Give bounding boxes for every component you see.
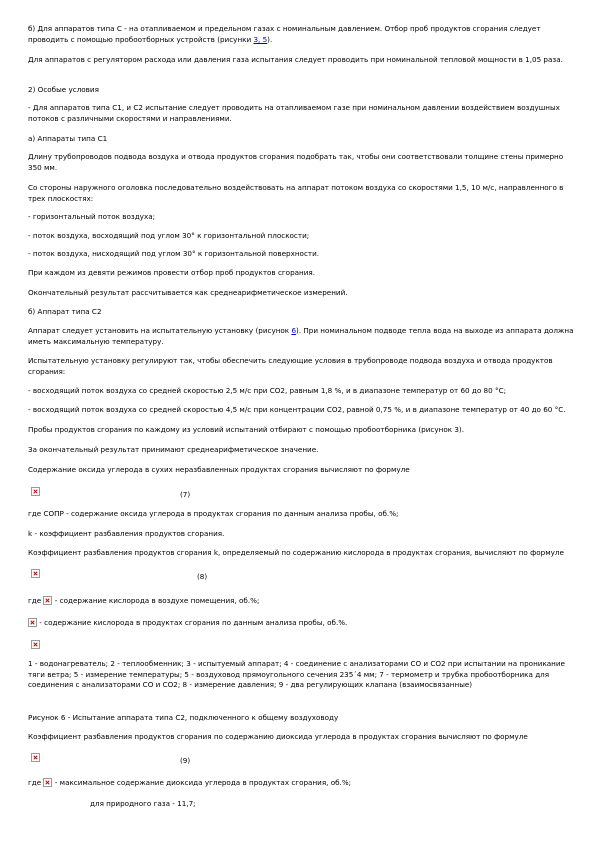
paragraph-sampling-probe: Пробы продуктов сгорания по каждому из условий испытаний отбирают с помощью пробоотборника (рисунок 3). [28,425,465,434]
paragraph-nine-modes: При каждом из девяти режимов провести отбор проб продуктов сгорания. [28,268,316,277]
equation-number-9: (9) [180,756,191,765]
list-item-descending-flow: - поток воздуха, нисходящий под углом 30° к горизонтальной поверхности. [28,249,320,258]
paragraph-room-oxygen: где - содержание кислорода в воздухе помещения, об.%; [28,596,260,605]
list-item-ascending-flow: - поток воздуха, восходящий под углом 30° к горизонтальной плоскости; [28,231,310,240]
paragraph-test-setup: Испытательную установку регулируют так, чтобы обеспечить следующие условия в трубопроводе подвода воздуха и отвода продуктов сгорания: [28,356,553,376]
paragraph-copr-definition: где СОПР - содержание оксида углерода в продуктах сгорания по данным анализа пробы, об.%; [28,509,399,518]
figure-link-3-5[interactable]: 3, 5 [253,34,268,44]
symbol-image-icon [43,778,52,787]
symbol-image-icon [43,596,52,605]
figure-6-caption: Рисунок 6 - Испытание аппарата типа С2, подключенного к общему воздуховоду [28,713,339,722]
paragraph-final-result: Окончательный результат рассчитывается как среднеарифметическое измерений. [28,288,348,297]
figure-6-image-icon [31,640,40,649]
paragraph-co-formula-intro: Содержание оксида углерода в сухих неразбавленных продуктах сгорания вычисляют по формуле [28,465,410,474]
paragraph-natural-gas-value: для природного газа - 11,7; [90,799,196,808]
paragraph-airflow-speeds: Со стороны наружного оголовка последовательно воздействовать на аппарат потоком воздуха со скоростями 1,5, 10 м/с, направленного в трех плоскостях: [28,183,564,203]
paragraph-average: За окончательный результат принимают среднеарифметическое значение. [28,445,319,454]
paragraph-regulator: Для аппаратов с регулятором расхода или давления газа испытания следует проводить при номинальной тепловой мощности в 1,05 раза. [28,55,563,64]
formula-9-image-icon [31,753,40,762]
paragraph-c2-installation: Аппарат следует установить на испытательную установку (рисунок 6). При номинальном подводе тепла вода на выходе из аппарата должна иметь максимальную температуру. [28,326,574,346]
equation-number-8: (8) [197,572,208,581]
paragraph-k-definition: k - коэффициент разбавления продуктов сгорания. [28,529,225,538]
paragraph-k-co2-formula-intro: Коэффициент разбавления продуктов сгорания по содержанию диоксида углерода в продуктах сгорания вычисляют по формуле [28,732,528,741]
list-item-flow-4-5: - восходящий поток воздуха со средней скоростью 4,5 м/с при концентрации СО2, равной 0,75 %, и в диапазоне температур от 40 до 60 °С. [28,405,566,414]
paragraph-k-oxygen-formula-intro: Коэффициент разбавления продуктов сгорания k, определяемый по содержанию кислорода в продуктах сгорания, вычисляют по формуле [28,548,564,557]
paragraph-c1-c2-conditions: - Для аппаратов типа С1, и С2 испытание следует проводить на отапливаемом газе при номинальном давлении воздействием воздушных потоков с различными скоростями и направлениями. [28,103,560,123]
symbol-image-icon [28,618,37,627]
paragraph-max-co2: где - максимальное содержание диоксида углерода в продуктах сгорания, об.%; [28,778,352,787]
paragraph-c1-heading: а) Аппараты типа С1 [28,134,108,143]
paragraph-special-conditions-heading: 2) Особые условия [28,85,99,94]
paragraph-pipe-length: Длину трубопроводов подвода воздуха и отвода продуктов сгорания подобрать так, чтобы они соответствовали толщине стены примерно 350 мм. [28,152,564,172]
formula-8-image-icon [31,569,40,578]
paragraph-c-type-sampling: б) Для аппаратов типа С - на отапливаемом и предельном газах с номинальным давлением. Отбор проб продуктов сгорания следует проводить с помощью пробоотборных устройств (рисунки 3, 5). [28,24,541,44]
figure-link-6[interactable]: 6 [291,326,297,335]
equation-number-7: (7) [180,490,191,499]
paragraph-c2-heading: б) Аппарат типа С2 [28,307,102,316]
formula-7-image-icon [31,487,40,496]
list-item-horizontal-flow: - горизонтальный поток воздуха; [28,212,156,221]
list-item-flow-2-5: - восходящий поток воздуха со средней скоростью 2,5 м/с при СО2, равным 1,8 %, и в диапазоне температур от 60 до 80 °С; [28,386,507,395]
figure-6-legend: 1 - водонагреватель; 2 - теплообменник; 3 - испытуемый аппарат; 4 - соединение с анализаторами СО и СО2 при испытании на проникание тяги ветра; 5 - измерение температуры; 5 - воздуховод прямоугольного сечения 235´4 мм; 7 - термометр и трубка пробоотборника для соединения с анализаторами СО и СО2; 8 - измерение давления; 9 - два регулирующих клапана (взаимосвязанные) [28,659,565,689]
paragraph-sample-oxygen: - содержание кислорода в продуктах сгорания по данным анализа пробы, об.%. [28,618,576,629]
